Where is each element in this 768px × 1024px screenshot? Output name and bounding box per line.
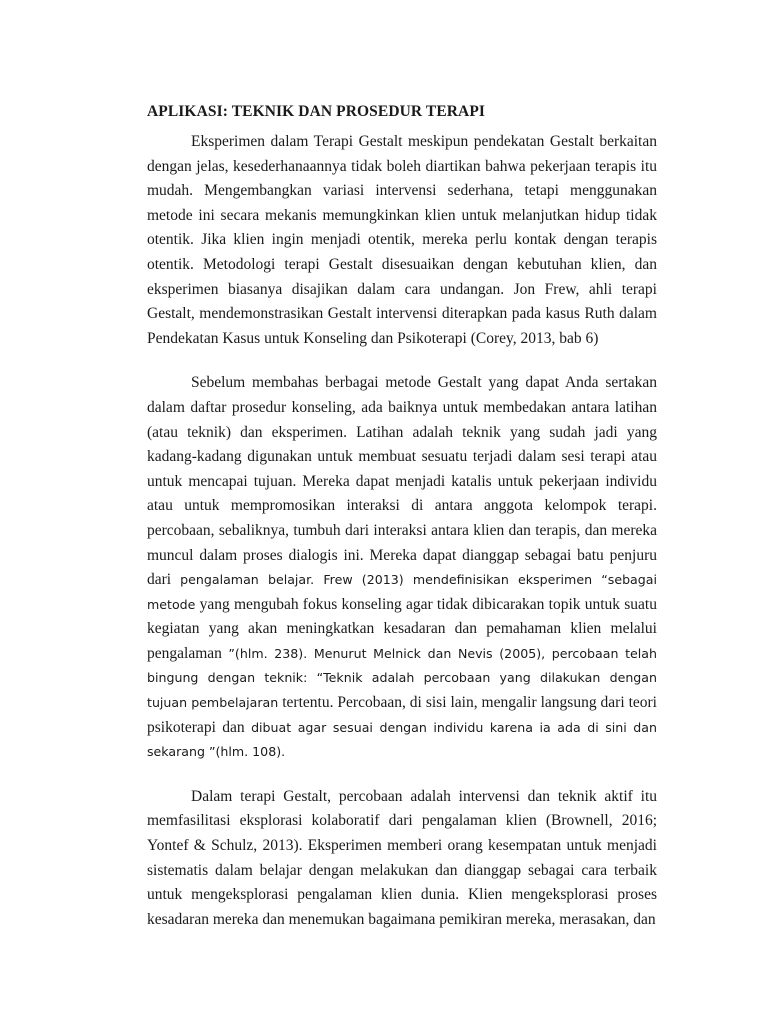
document-page — [147, 90, 657, 932]
paragraph-2-text-d: ”(hlm. 238). Menurut Melnick dan Nevis (2005), percobaan telah bingung dengan teknik: “Teknik adalah percobaan yang dilakukan dengan tujuan pembelajaran — [147, 645, 657, 711]
document-title: APLIKASI: TEKNIK DAN PROSEDUR TERAPI — [147, 103, 486, 120]
paragraph-2-text-f: dibuat agar sesuai dengan individu karena ia ada di sini dan sekarang ”(hlm. 108). — [147, 719, 657, 760]
paragraph-1 — [147, 130, 657, 351]
paragraph-2-text-a: Sebelum membahas berbagai metode Gestalt yang dapat Anda sertakan dalam daftar prosedur konseling, ada baiknya untuk membedakan antara latihan (atau teknik) dan eksperimen. Latihan adalah teknik yang sudah jadi yang kadang-kadang digunakan untuk membuat sesuatu terjadi dalam sesi terapi atau untuk mencapai tujuan. Mereka dapat menjadi katalis untuk pekerjaan individu atau untuk mempromosikan interaksi di antara anggota kelompok terapi. percobaan, sebaliknya, tumbuh dari interaksi antara klien dan terapis, dan mereka muncul dalam proses dialogis ini. Mereka dapat dianggap sebagai batu penjuru dari — [147, 374, 657, 589]
paragraph-2-text-c: yang mengubah fokus konseling agar tidak dibicarakan topik untuk suatu kegiatan yang akan meningkatkan kesadaran dan pemahaman klien melalui pengalaman — [147, 595, 657, 662]
paragraph-2-text-b: pengalaman belajar. Frew (2013) mendefinisikan eksperimen “sebagai metode — [147, 572, 657, 612]
paragraph-2-text-e: tertentu. Percobaan, di sisi lain, mengalir langsung dari teori psikoterapi dan — [147, 694, 657, 736]
paragraph-1-text: Eksperimen dalam Terapi Gestalt meskipun pendekatan Gestalt berkaitan dengan jelas, kesederhanaannya tidak boleh diartikan bahwa pekerjaan terapis itu mudah. Mengembangkan variasi intervensi sederhana, tetapi menggunakan metode ini secara mekanis memungkinkan klien untuk melanjutkan hidup tidak otentik. Jika klien ingin menjadi otentik, mereka perlu kontak dengan terapis otentik. Metodologi terapi Gestalt disesuaikan dengan kebutuhan klien, dan eksperimen biasanya disajikan dalam cara undangan. Jon Frew, ahli terapi Gestalt, mendemonstrasikan Gestalt intervensi diterapkan pada kasus Ruth dalam Pendekatan Kasus untuk Konseling dan Psikoterapi (Corey, 2013, bab 6) — [147, 133, 657, 347]
paragraph-3-text: Dalam terapi Gestalt, percobaan adalah intervensi dan teknik aktif itu memfasilitasi eksplorasi kolaboratif dari pengalaman klien (Brownell, 2016; Yontef & Schulz, 2013). Eksperimen memberi orang kesempatan untuk menjadi sistematis dalam belajar dengan melakukan dan dianggap sebagai cara terbaik untuk mengeksplorasi pengalaman klien dunia. Klien mengeksplorasi proses kesadaran mereka dan menemukan bagaimana pemikiran mereka, merasakan, dan — [147, 787, 657, 928]
paragraph-2 — [147, 371, 657, 765]
paragraph-3 — [147, 785, 657, 933]
